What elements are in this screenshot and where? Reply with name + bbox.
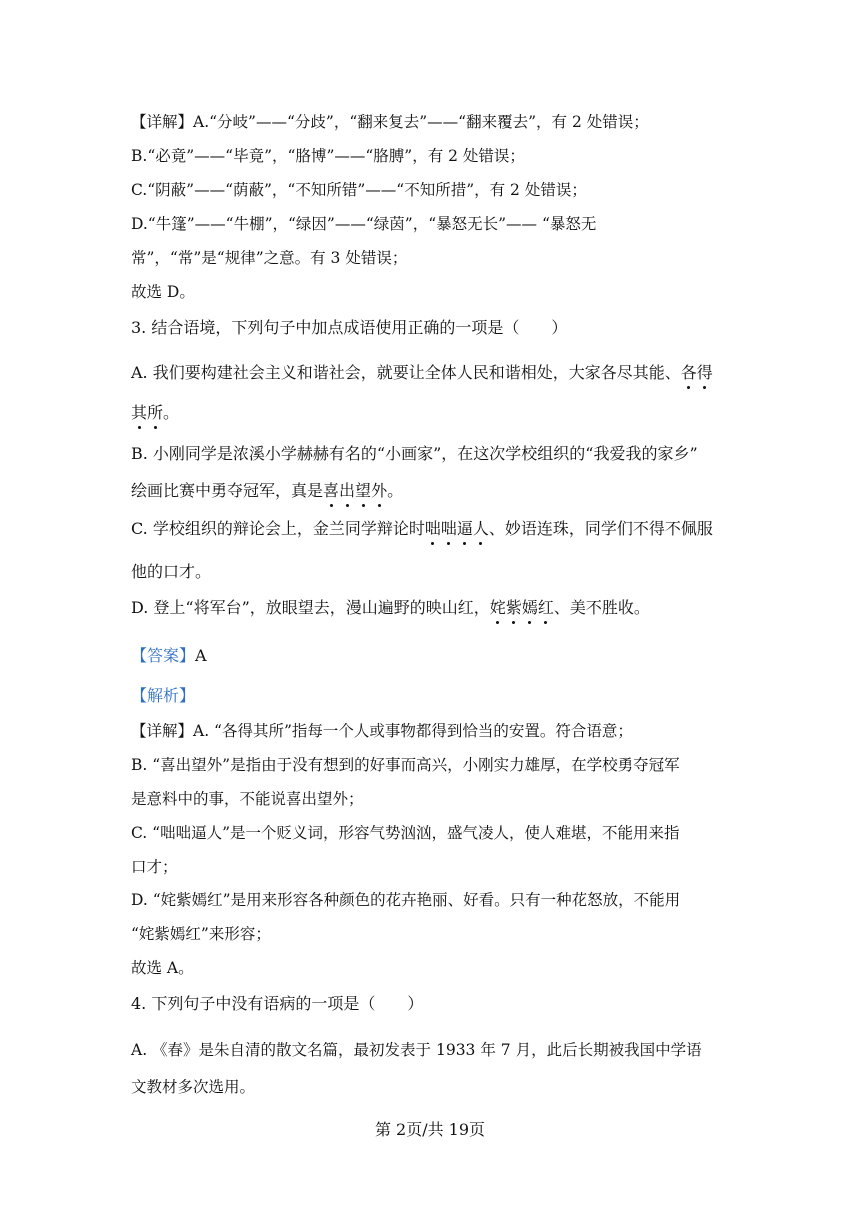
- emphasis-dot-char: 出: [339, 481, 356, 500]
- q3-option-a-text: A. 我们要构建社会主义和谐社会，就要让全体人民和谐相处，大家各尽其能、: [131, 363, 681, 382]
- answer-value: A: [195, 646, 207, 665]
- page-number-footer: 第 2页/共 19页: [374, 1120, 486, 1139]
- q3-option-a-line-1: [131, 362, 713, 384]
- emphasis-dot-char: 得: [696, 363, 713, 382]
- q3-option-d-text: 、美不胜收。: [553, 598, 650, 617]
- emphasis-dot-char: 咄: [440, 519, 457, 538]
- emphasis-dot-char: 咄: [424, 519, 441, 538]
- q4-option-a-line-1: A. 《春》是朱自清的散文名篇，最初发表于 1933 年 7 月，此后长期被我国中学语: [131, 1041, 702, 1059]
- question-3-stem: 3. 结合语境，下列句子中加点成语使用正确的一项是（ ）: [131, 318, 568, 337]
- q3-detail-line-3: 是意料中的事，不能说喜出望外；: [131, 790, 364, 808]
- q3-detail-line-6: D. “姹紫嫣红”是用来形容各种颜色的花卉艳丽、好看。只有一种花怒放，不能用: [131, 891, 681, 909]
- emphasis-dot-char: 各: [680, 363, 697, 382]
- q3-option-d-text: D. 登上“将军台”，放眼望去，漫山遍野的映山红，: [131, 598, 490, 617]
- q3-detail-line-4: C. “咄咄逼人”是一个贬义词，形容气势汹汹，盛气凌人，使人难堪，不能用来指: [131, 824, 680, 842]
- q2-detail-line-2: B.“必竟”——“毕竟”，“胳博”——“胳膊”，有 2 处错误；: [131, 147, 525, 165]
- emphasis-dot-char: 紫: [505, 598, 522, 617]
- q2-detail-line-4: D.“牛篷”——“牛棚”，“绿因”——“绿茵”，“暴怒无长”—— “暴怒无: [131, 215, 597, 233]
- q2-detail-line-3: C.“阴蔽”——“荫蔽”，“不知所错”——“不知所措”，有 2 处错误；: [131, 181, 587, 199]
- q3-option-b-text: 绘画比赛中勇夺冠军，真是: [131, 481, 324, 500]
- emphasis-dot-char: 所: [147, 403, 164, 422]
- q3-option-d-line-1: [131, 597, 650, 619]
- q3-option-b-text: 。: [387, 481, 404, 500]
- q4-option-a-line-2: 文教材多次选用。: [131, 1078, 256, 1096]
- q3-detail-line-7: “姹紫嫣红”来形容；: [131, 925, 271, 943]
- q3-option-b-line-1: B. 小刚同学是浓溪小学赫赫有名的“小画家”，在这次学校组织的“我爱我的家乡”: [131, 444, 698, 463]
- answer-label: 【答案】: [131, 646, 196, 665]
- emphasis-dot-char: 姹: [489, 598, 506, 617]
- q3-option-c-line-1: [131, 518, 713, 540]
- q3-option-c-text: C. 学校组织的辩论会上，金兰同学辩论时: [131, 519, 425, 538]
- emphasis-dot-char: 喜: [323, 481, 340, 500]
- q2-detail-line-1: 【详解】A.“分岐”——“分歧”，“翻来复去”——“翻来覆去”，有 2 处错误；: [131, 113, 649, 131]
- q3-detail-line-5: 口才；: [131, 858, 178, 876]
- emphasis-dot-char: 外: [371, 481, 388, 500]
- q3-option-a-text: 。: [163, 403, 180, 422]
- q2-detail-line-6: 故选 D。: [131, 283, 195, 301]
- q3-option-a-line-2: [131, 402, 179, 424]
- q3-answer-line: [131, 645, 207, 667]
- emphasis-dot-char: 其: [131, 403, 148, 422]
- q2-detail-line-5: 常”，“常”是“规律”之意。有 3 处错误；: [131, 249, 408, 267]
- q3-option-b-line-2: [131, 480, 403, 502]
- emphasis-dot-char: 望: [355, 481, 372, 500]
- analysis-label: 【解析】: [131, 686, 196, 705]
- question-4-stem: 4. 下列句子中没有语病的一项是（ ）: [131, 994, 424, 1013]
- q3-detail-line-1: 【详解】A. “各得其所”指每一个人或事物都得到恰当的安置。符合语意；: [131, 722, 633, 740]
- q3-option-c-line-2: 他的口才。: [131, 562, 212, 581]
- q3-detail-line-2: B. “喜出望外”是指由于没有想到的好事而高兴，小刚实力雄厚，在学校勇夺冠军: [131, 756, 680, 774]
- emphasis-dot-char: 人: [472, 519, 489, 538]
- emphasis-dot-char: 嫣: [521, 598, 538, 617]
- emphasis-dot-char: 逼: [456, 519, 473, 538]
- q3-option-c-text: 、妙语连珠，同学们不得不佩服: [488, 519, 713, 538]
- emphasis-dot-char: 红: [537, 598, 554, 617]
- q3-detail-line-8: 故选 A。: [131, 959, 194, 977]
